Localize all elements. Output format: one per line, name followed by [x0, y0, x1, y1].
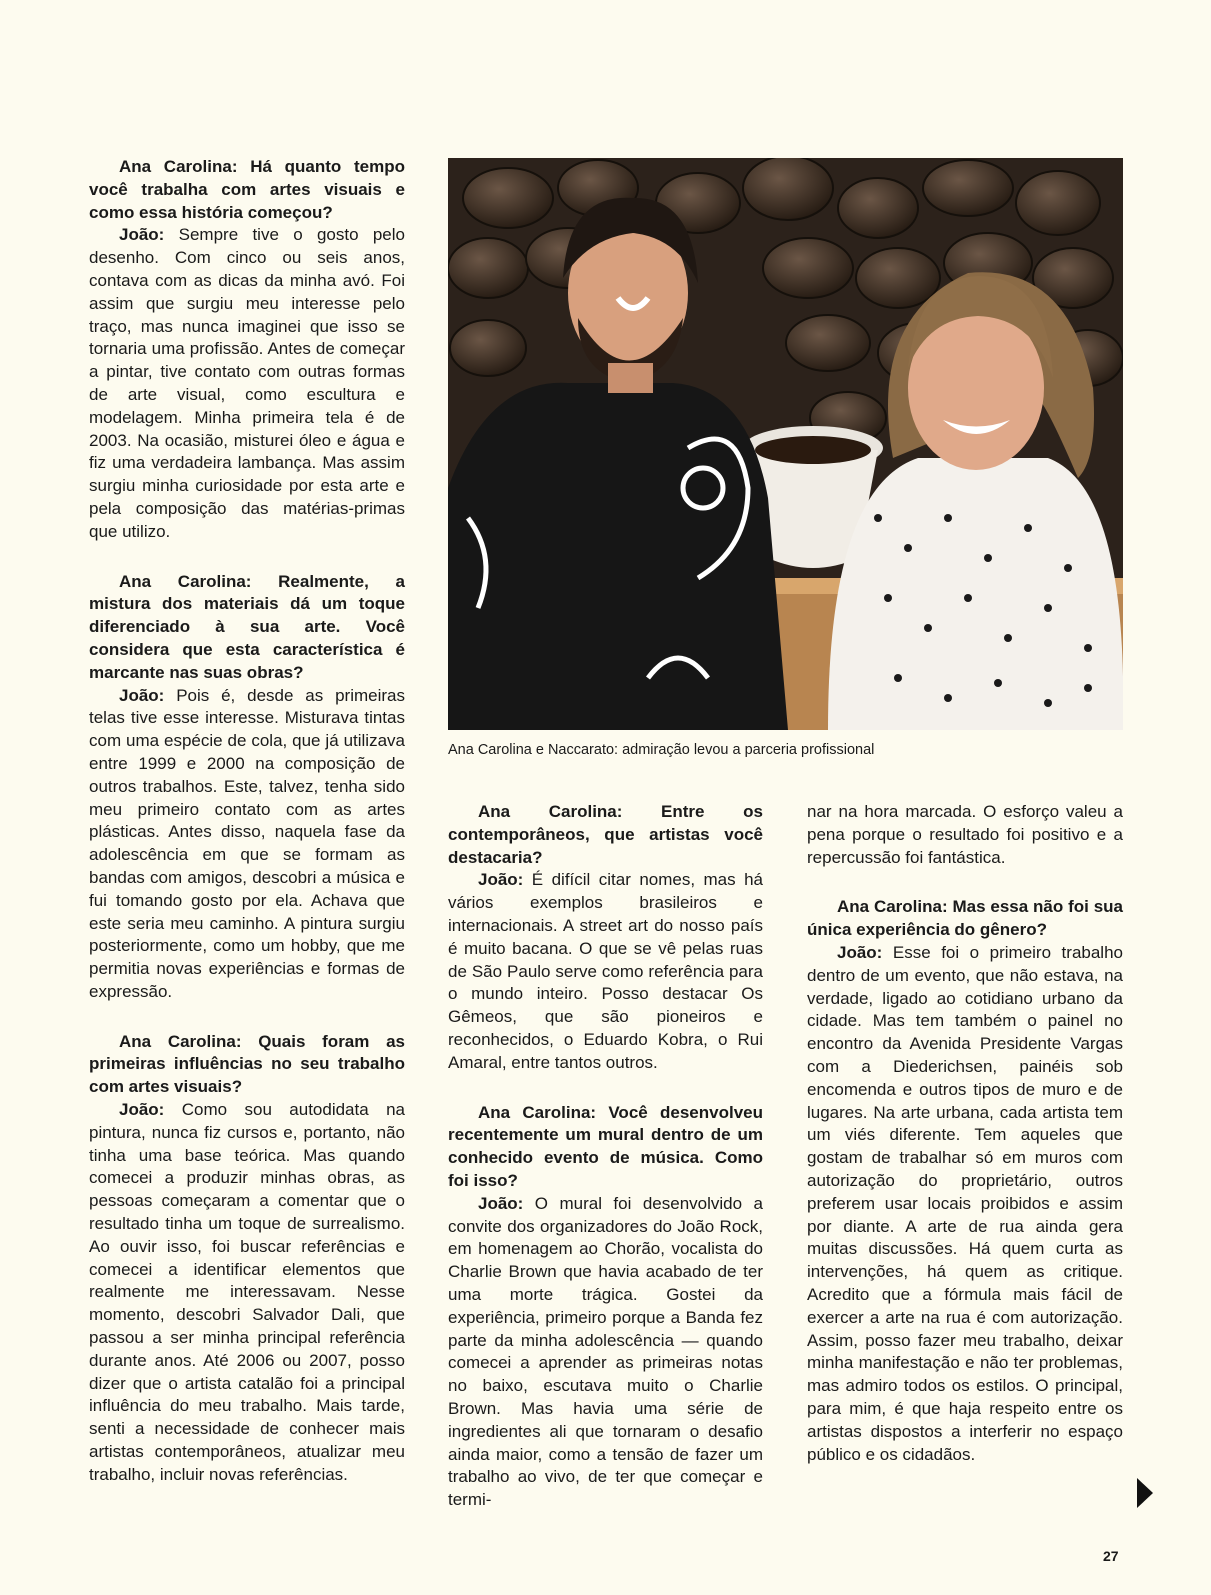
column-2 — [448, 801, 763, 1539]
answer-text: O mural foi desenvolvido a convite dos organizadores do João Rock, em homenagem ao Chorão, vocalista do Charlie Brown que havia acabado de ter uma morte trágica. Gostei da experiência, primeiro porque a Banda fez parte da minha adolescência — quando comecei a aprender as primeiras notas no baixo, escutava muito o Charlie Brown. Mas havia uma série de ingredientes ali que tornaram o desafio ainda maior, como a tensão de fazer um trabalho ao vivo, de ter que começar e termi- — [448, 1193, 763, 1510]
page-number: 27 — [1103, 1548, 1119, 1564]
question — [807, 896, 1123, 942]
interviewee-label: João: — [478, 1193, 524, 1213]
question — [89, 571, 405, 685]
continuation-paragraph — [807, 801, 1123, 869]
answer — [89, 224, 405, 543]
question-text: Há quanto tempo você trabalha com artes visuais e como essa história começou? — [89, 157, 405, 222]
answer — [448, 1193, 763, 1512]
photo-caption: Ana Carolina e Naccarato: admiração levou a parceria profissional — [448, 742, 875, 758]
qa-block — [89, 1031, 405, 1487]
interviewee-label: João: — [478, 870, 524, 890]
qa-block — [89, 571, 405, 1004]
qa-block — [448, 1102, 763, 1512]
answer — [448, 869, 763, 1074]
answer-text: Pois é, desde as primeiras telas tive esse interesse. Misturava tintas com uma espécie de cola, que já utilizava entre 1999 e 2000 na composição de outros trabalhos. Este, talvez, tenha sido meu primeiro contato com as artes plásticas. Antes disso, naquela fase da adolescência em que se formam as bandas com amigos, descobri a música e fui tomando gosto por ela. Achava que este seria meu caminho. A pintura surgiu posteriormente, como um hobby, que me permitia novas experiências e formas de expressão. — [89, 685, 405, 1001]
answer-text: Como sou autodidata na pintura, nunca fiz cursos e, portanto, não tinha uma base teórica. Mas quando comecei a produzir minhas obras, as pessoas começaram a comentar que o resultado tinha um toque de surrealismo. Ao ouvir isso, foi buscar referências e comecei a identificar elementos que realmente me interessavam. Nesse momento, descobri Salvador Dali, que passou a ser minha principal referência durante anos. Até 2006 ou 2007, posso dizer que o artista catalão foi a principal influência do meu trabalho. Mais tarde, senti a necessidade de conhecer mais artistas contemporâneos, atualizar meu trabalho, incluir novas referências. — [89, 1100, 405, 1484]
interviewer-label: Ana Carolina: — [478, 1102, 597, 1122]
answer — [89, 1099, 405, 1487]
question-text: Quais foram as primeiras influências no seu trabalho com artes visuais? — [89, 1031, 405, 1097]
answer-text: Sempre tive o gosto pelo desenho. Com cinco ou seis anos, contava com as dicas da minha avó. Foi assim que surgiu meu interesse pelo traço, mas nunca imaginei que isso se tornaria uma profissão. Antes de começar a pintar, tive contato com outras formas de arte visual, como escultura e modelagem. Minha primeira tela é de 2003. Na ocasião, misturei óleo e água e fiz uma verdadeira lambança. Mas assim surgiu minha curiosidade por esta arte e pela composição das matérias-primas que utilizo. — [89, 225, 405, 541]
question-text: Entre os contemporâneos, que artistas você destacaria? — [448, 802, 763, 867]
interviewer-label: Ana Carolina: — [478, 802, 623, 821]
interviewee-label: João: — [837, 942, 883, 962]
interviewee-label: João: — [119, 1100, 165, 1120]
qa-block — [448, 801, 763, 1075]
next-page-arrow-icon — [1137, 1478, 1153, 1508]
interviewer-label: Ana Carolina: — [119, 157, 238, 176]
interviewer-label: Ana Carolina: — [837, 897, 948, 917]
qa-block — [89, 156, 405, 544]
question-text: Você desenvolveu recentemente um mural dentro de um conhecido evento de música. Como foi isso? — [448, 1102, 763, 1190]
question — [448, 801, 763, 869]
interviewer-label: Ana Carolina: — [119, 1031, 242, 1051]
interviewer-label: Ana Carolina: — [119, 571, 252, 591]
answer — [89, 685, 405, 1004]
answer-text: É difícil citar nomes, mas há vários exemplos brasileiros e internacionais. A street art do nosso país é muito bacana. O que se vê pelas ruas de São Paulo serve como referência para o mundo inteiro. Posso destacar Os Gêmeos, que são pioneiros e reconhecidos, o Eduardo Kobra, o Rui Amaral, entre tantos outros. — [448, 870, 763, 1072]
question — [448, 1102, 763, 1193]
question-text: Mas essa não foi sua única experiência do gênero? — [807, 897, 1123, 940]
interviewee-label: João: — [119, 685, 165, 705]
qa-block — [807, 896, 1123, 1466]
interviewee-label: João: — [119, 225, 165, 245]
photo-illustration — [448, 158, 1123, 730]
question-text: Realmente, a mistura dos materiais dá um toque diferenciado à sua arte. Você considera que esta característica é marcante nas suas obras? — [89, 571, 405, 682]
column-3 — [807, 801, 1123, 1493]
answer — [807, 942, 1123, 1466]
interview-photo — [448, 158, 1123, 730]
column-1 — [89, 156, 405, 1514]
question — [89, 1031, 405, 1099]
question — [89, 156, 405, 224]
answer-text: Esse foi o primeiro trabalho dentro de um evento, que não estava, na verdade, ligado ao cotidiano urbano da cidade. Mas tem também o painel no encontro da Avenida Presidente Vargas com a Diederichsen, painéis sob encomenda e outros tipos de muro e de lugares. Na arte urbana, cada artista tem um viés diferente. Tem aqueles que gostam de trabalhar só em muros com autorização do proprietário, outros preferem usar locais proibidos e assim por diante. A arte de rua ainda gera muitas discussões. Há quem curta as intervenções, há quem as critique. Acredito que a fórmula mais fácil de exercer a arte na rua é com autorização. Assim, posso fazer meu trabalho, deixar minha manifestação e não ter problemas, mas admiro todos os estilos. O principal, para mim, é que haja respeito entre os artistas dispostos a interferir no espaço público e os cidadãos. — [807, 942, 1123, 1464]
continuation-text: nar na hora marcada. O esforço valeu a pena porque o resultado foi positivo e a repercussão foi fantástica. — [807, 802, 1123, 867]
